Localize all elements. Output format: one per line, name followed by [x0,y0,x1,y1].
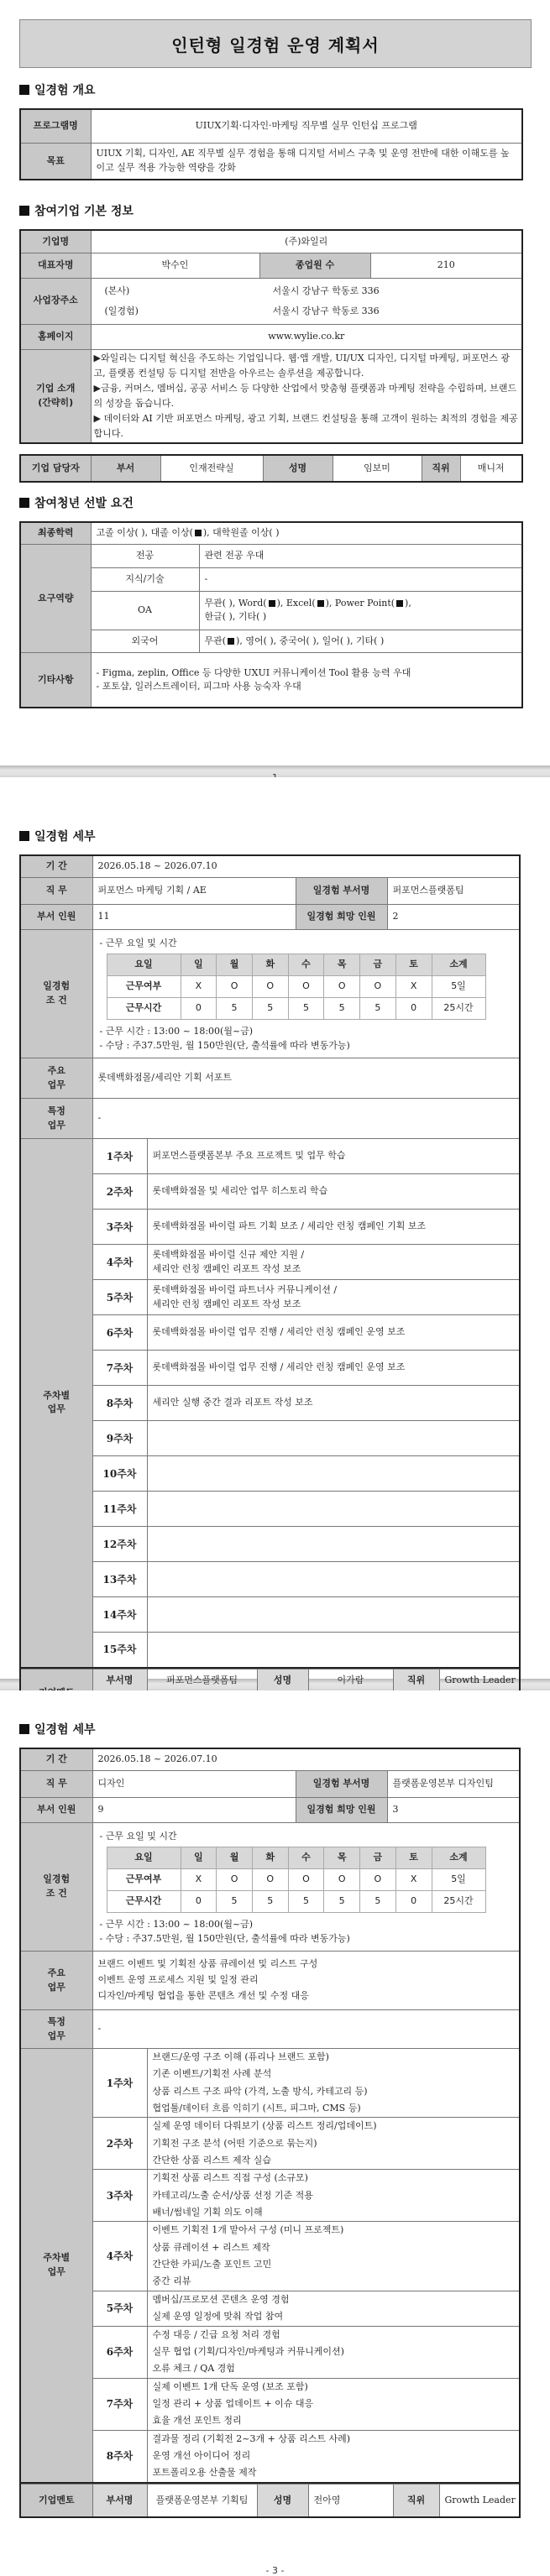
checked-box-icon [195,530,202,536]
mentor-position: Growth Leader [439,2484,520,2517]
page-3 [0,1690,550,2576]
week-task: 수정 대응 / 긴급 요청 처리 경험 실무 협업 (기획/디자인/마케팅과 커뮤니케이션) 오류 체크 / QA 경험 [147,2326,520,2378]
section-heading-company: 참여기업 기본 정보 [19,202,531,219]
section-heading-overview: 일경험 개요 [19,81,531,98]
staff-value: 11 [92,904,296,929]
schedule-table: 요일 일 월 화 수 목 금 토 소계 근무여부 X O O O O O X 5일 근무시간 0 5 5 5 5 5 0 25시간 [107,1847,486,1913]
intro-label: 기업 소개 (간략히) [20,349,91,443]
week-task: 롯데백화점몰 바이럴 파트너사 커뮤니케이션 / 세리안 런칭 캠페인 리포트 작성 보조 [147,1280,520,1315]
contact-position: 매니저 [460,455,522,482]
checked-box-icon [228,638,234,645]
dept-value: 플랫폼운영본부 디자인팀 [387,1770,520,1797]
goal-label: 목표 [20,143,91,180]
mentor-label: 기업멘토 [20,2484,92,2517]
company-intro: ▶와일리는 디지털 혁신을 주도하는 기업입니다. 웹·앱 개발, UI/UX 디자인, 디지털 마케팅, 퍼포먼스 광고, 플랫폼 컨설팅 등 디지털 전반을 아우르는 솔루션을 제공합니다. ▶금융, 커머스, 멤버십, 공공 서비스 등 다양한 산업에서 맞춤형 플랫폼과 마케팅 전략을 수립하며, 브랜드의 성장을 돕습니다. ▶ 데이터와 AI 기반 퍼포먼스 마케팅, 광고 기획, 브랜드 컨설팅을 통해 고객이 원하는 최적의 경험을 제공합니다. [91,349,522,443]
employees-value: 210 [370,253,522,278]
week-task: 결과물 정리 (기획전 2~3개 + 상품 리스트 사례) 운영 개선 아이디어 정리 포트폴리오용 산출물 제작 [147,2430,520,2483]
want-value: 2 [387,904,520,929]
week-task: 퍼포먼스플랫폼본부 주요 프로젝트 및 업무 학습 [147,1139,520,1174]
page-number: - 3 - [265,2565,285,2576]
document-title: 인턴형 일경험 운영 계획서 [19,19,532,68]
section-heading-requirements: 참여청년 선발 요건 [19,494,531,511]
week-task [147,1456,520,1492]
contact-dept: 인재전략실 [160,455,263,482]
goal-value: UIUX 기획, 디자인, AE 직무별 실무 경험을 통해 디지털 서비스 구축 및 운영 전반에 대한 이해도를 높이고 실무 적용 가능한 역량을 강화 [91,143,522,180]
staff-value: 9 [92,1797,296,1822]
week-task: 이벤트 기획전 1개 맡아서 구성 (미니 프로젝트) 상품 큐레이션 + 리스트 제작 간단한 카피/노출 포인트 고민 중간 리뷰 [147,2222,520,2291]
square-bullet-icon [19,831,29,841]
week-task [147,1421,520,1456]
checked-box-icon [269,600,275,607]
week-task [147,1527,520,1562]
week-task [147,1492,520,1527]
week-task [147,1597,520,1633]
site-address: 서울시 강남구 학동로 336 [272,305,380,316]
employees-label: 종업원 수 [259,253,370,278]
contact-label: 기업 담당자 [20,455,91,482]
language-value: 무관( ), 영어( ), 중국어( ), 일어( ), 기타( ) [199,630,522,652]
oa-value: 무관( ), Word( ), Excel( ), Power Point( ), 한글( ), 기타( ) [199,591,522,630]
week-task [147,1633,520,1668]
company-name-value: (주)와일리 [91,230,522,253]
week-task: 기획전 상품 리스트 직접 구성 (소규모) 카테고리/노출 순서/상품 선정 기준 적용 배너/썸네일 기획 의도 이해 [147,2170,520,2222]
week-task [147,1562,520,1597]
contact-name: 임보미 [333,455,422,482]
week-task: 멤버십/프로모션 콘텐츠 운영 경험 실제 운영 일정에 맞춰 작업 참여 [147,2291,520,2326]
mentor-table-2: 기업멘토 부서명 플랫폼운영본부 기획팀 성명 전아영 직위 Growth Leader [19,2484,521,2519]
page-2 [0,777,550,1686]
square-bullet-icon [19,206,29,216]
checked-box-icon [396,600,403,607]
mentor-table-1: 부서명 퍼포먼스플랫폼팀 성명 이가람 직위 Growth Leader [19,1669,521,1719]
main-duties: 브랜드 이벤트 및 기획전 상품 큐레이션 및 리스트 구성 이벤트 운영 프로세스 지원 및 일정 관리 디자인/마케팅 협업을 통한 콘텐츠 개선 및 수정 대응 [92,1952,520,2010]
week-task: 실제 운영 데이터 다뤄보기 (상품 리스트 정리/업데이트) 기획전 구조 분석 (어떤 기준으로 묶는지) 간단한 상품 리스트 제작 실습 [147,2118,520,2170]
schedule-table: 요일 일 월 화 수 목 금 토 소계 근무여부 X O O O O O X 5일 근무시간 0 5 5 5 5 5 0 25시간 [107,954,486,1020]
education-value: 고졸 이상( ), 대졸 이상( ), 대학원졸 이상( ) [91,522,522,544]
job-value: 퍼포먼스 마케팅 기획 / AE [92,877,296,904]
special-duties: - [92,2010,520,2049]
ceo-value: 박수인 [91,253,259,278]
checked-box-icon [317,600,324,607]
conditions-value: - 근무 요일 및 시간 요일 일 월 화 수 목 금 토 소계 근무여부 X O O O O O X 5일 근무시간 0 5 5 5 5 5 0 25시간 - 근무 시간 : 13:00 ~ 18:00(월~금) - 수당 : 주37.5만원, 월 150만원(단, 출석률에 따라 변동가능) [92,929,520,1058]
major-value: 관련 전공 우대 [199,544,522,567]
week-task: 브랜드/운영 구조 이해 (퓨리나 브랜드 포함) 기존 이벤트/기획전 사례 분석 상품 리스트 구조 파악 (가격, 노출 방식, 카테고리 등) 협업툴/데이터 흐름 익히기 (시트, 피그마, CMS 등) [147,2049,520,2118]
company-table [19,229,523,444]
hq-address: 서울시 강남구 학동로 336 [272,285,380,296]
job-value: 디자인 [92,1770,296,1797]
address-label: 사업장주소 [20,278,91,324]
company-name-label: 기업명 [20,230,91,253]
mentor-position: Growth Leader [439,1669,520,1693]
program-label: 프로그램명 [20,109,91,143]
section-heading-details: 일경험 세부 [19,828,531,844]
overview-table [19,108,523,180]
week-task: 롯데백화점몰 바이럴 신규 제안 지원 / 세리안 런칭 캠페인 리포트 작성 보조 [147,1245,520,1280]
week-task: 세리안 실행 중간 결과 리포트 작성 보조 [147,1386,520,1421]
week-task: 롯데백화점몰 바이럴 업무 진행 / 세리안 런칭 캠페인 운영 보조 [147,1315,520,1351]
requirements-table: 최종학력 고졸 이상( ), 대졸 이상( ), 대학원졸 이상( ) 요구역량 전공 관련 전공 우대 지식/기술 - OA 무관( ), Word( ), Excel( ), Power Point( ), 한글( ), 기타( ) 외국어 무관( ), 영어( ), 중국어( ), 일어( ), 기타( ) 기타사항 - Figma, zeplin, Office 등 다양한 UXUI 커뮤니케이션 Tool 활용 능력 우대 - 포토샵, 일러스트레이터, 피그마 사용 능숙자 우대 [19,521,523,708]
mentor-name: 이가람 [308,1669,393,1693]
conditions-label: 일경험 조 건 [20,929,92,1058]
special-duties: - [92,1099,520,1139]
period-value: 2026.05.18 ~ 2026.07.10 [92,1748,520,1770]
week-task: 롯데백화점몰 및 세리안 업무 히스토리 학습 [147,1174,520,1210]
mentor-dept: 플랫폼운영본부 기획팀 [147,2484,257,2517]
square-bullet-icon [19,1724,29,1734]
square-bullet-icon [19,85,29,95]
details-table-2: 기 간 2026.05.18 ~ 2026.07.10 직 무 디자인 일경험 부서명 플랫폼운영본부 디자인팀 부서 인원 9 일경험 희망 인원 3 일경험 조 건 - 근무 요일 및 시간 요일 일 월 화 수 목 금 토 소계 근무여부 X O O O O O X 5일 근무시간 0 5 5 5 5 5 0 25시간 - 근무 시간 : 13:00 ~ 18:00(월~금) - 수당 : 주37.5만원, 월 150만원(단, 출석률에 따라 변동가능) 주요 업무 브랜드 이벤트 및 기획전 상품 큐레이션 및 리스트 구성 이벤트 운영 프로세스 지원 및 일정 관리 디자인/마케팅 협업을 통한 콘텐츠 개선 및 수정 대응 특정 업무 - 주차별 업무 1주차 브랜드/운영 구조 이해 (퓨리나 브랜드 포함) 기존 이벤트/기획전 사례 분석 상품 리스트 구조 파악 (가격, 노출 방식, 카테고리 등) 협업툴/데이터 흐름 익히기 (시트, 피그마, CMS 등) 2주차 실제 운영 데이터 다뤄보기 (상품 리스트 정리/업데이트) 기획전 구조 분석 (어떤 기준으로 묶는지) 간단한 상품 리스트 제작 실습 3주차 기획전 상품 리스트 직접 구성 (소규모) 카테고리/노출 순서/상품 선정 기준 적용 배너/썸네일 기획 의도 이해 4주차 이벤트 기획전 1개 맡아서 구성 (미니 프로젝트) 상품 큐레이션 + 리스트 제작 간단한 카피/노출 포인트 고민 중간 리뷰 5주차 멤버십/프로모션 콘텐츠 운영 경험 실제 운영 일정에 맞춰 작업 참여 6주차 수정 대응 / 긴급 요청 처리 경험 실무 협업 (기획/디자인/마케팅과 커뮤니케이션) 오류 체크 / QA 경험 7주차 실제 이벤트 1개 단독 운영 (보조 포함) 일정 관리 + 상품 업데이트 + 이슈 대응 효율 개선 포인트 정리 8주차 결과물 정리 (기획전 2~3개 + 상품 리스트 사례) 운영 개선 아이디어 정리 포트폴리오용 산출물 제작 [19,1748,521,2484]
page-1 [0,0,550,765]
address-value: (본사) 서울시 강남구 학동로 336 (일경험) 서울시 강남구 학동로 336 [91,278,522,324]
week-task: 롯데백화점몰 바이럴 업무 진행 / 세리안 런칭 캠페인 운영 보조 [147,1351,520,1386]
week-task: 롯데백화점몰 바이럴 파트 기획 보조 / 세리안 런칭 캠페인 기획 보조 [147,1210,520,1245]
mentor-dept: 퍼포먼스플랫폼팀 [147,1669,257,1693]
details-table-1: 기 간 2026.05.18 ~ 2026.07.10 직 무 퍼포먼스 마케팅 기획 / AE 일경험 부서명 퍼포먼스플랫폼팀 부서 인원 11 일경험 희망 인원 2 일경험 조 건 - 근무 요일 및 시간 요일 일 월 화 수 목 금 토 소계 근무여부 X O O O O O X 5일 근무시간 0 5 5 5 5 5 0 25시간 - 근무 시간 : 13:00 ~ 18:00(월~금) - 수당 : 주37.5만원, 월 150만원(단, 출석률에 따라 변동가능) 주요 업무 롯데백화점몰/세리안 기획 서포트 특정 업무 - 주차별 업무 1주차 퍼포먼스플랫폼본부 주요 프로젝트 및 업무 학습 2주차 롯데백화점몰 및 세리안 업무 히스토리 학습 3주차 롯데백화점몰 바이럴 파트 기획 보조 / 세리안 런칭 캠페인 기획 보조 4주차 롯데백화점몰 바이럴 신규 제안 지원 / 세리안 런칭 캠페인 리포트 작성 보조 5주차 롯데백화점몰 바이럴 파트너사 커뮤니케이션 / 세리안 런칭 캠페인 리포트 작성 보조 6주차 롯데백화점몰 바이럴 업무 진행 / 세리안 런칭 캠페인 운영 보조 7주차 롯데백화점몰 바이럴 업무 진행 / 세리안 런칭 캠페인 운영 보조 8주차 세리안 실행 중간 결과 리포트 작성 보조 9주차 10주차 11주차 12주차 13주차 14주차 15주차 [19,854,521,1669]
main-duties: 롯데백화점몰/세리안 기획 서포트 [92,1058,520,1099]
weekly-label: 주차별 업무 [20,2049,92,2483]
dept-value: 퍼포먼스플랫폼팀 [387,877,520,904]
etc-value: - Figma, zeplin, Office 등 다양한 UXUI 커뮤니케이션 Tool 활용 능력 우대 - 포토샵, 일러스트레이터, 피그마 사용 능숙자 우대 [91,652,522,708]
period-value: 2026.05.18 ~ 2026.07.10 [92,855,520,877]
conditions-value: - 근무 요일 및 시간 요일 일 월 화 수 목 금 토 소계 근무여부 X O O O O O X 5일 근무시간 0 5 5 5 5 5 0 25시간 - 근무 시간 : 13:00 ~ 18:00(월~금) - 수당 : 주37.5만원, 월 150만원(단, 출석률에 따라 변동가능) [92,1822,520,1952]
mentor-name: 전아영 [308,2484,393,2517]
week-task: 실제 이벤트 1개 단독 운영 (보조 포함) 일정 관리 + 상품 업데이트 + 이슈 대응 효율 개선 포인트 정리 [147,2378,520,2430]
square-bullet-icon [19,498,29,508]
ceo-label: 대표자명 [20,253,91,278]
program-value: UIUX기획·디자인·마케팅 직무별 실무 인턴십 프로그램 [91,109,522,143]
conditions-label: 일경험 조 건 [20,1822,92,1952]
contact-table: 기업 담당자 부서 인재전략실 성명 임보미 직위 매니저 [19,454,523,483]
homepage-link[interactable]: www.wylie.co.kr [91,324,522,349]
want-value: 3 [387,1797,520,1822]
homepage-label: 홈페이지 [20,324,91,349]
skill-value: - [199,567,522,591]
section-heading-details: 일경험 세부 [19,1721,531,1737]
weekly-label: 주차별 업무 [20,1139,92,1668]
